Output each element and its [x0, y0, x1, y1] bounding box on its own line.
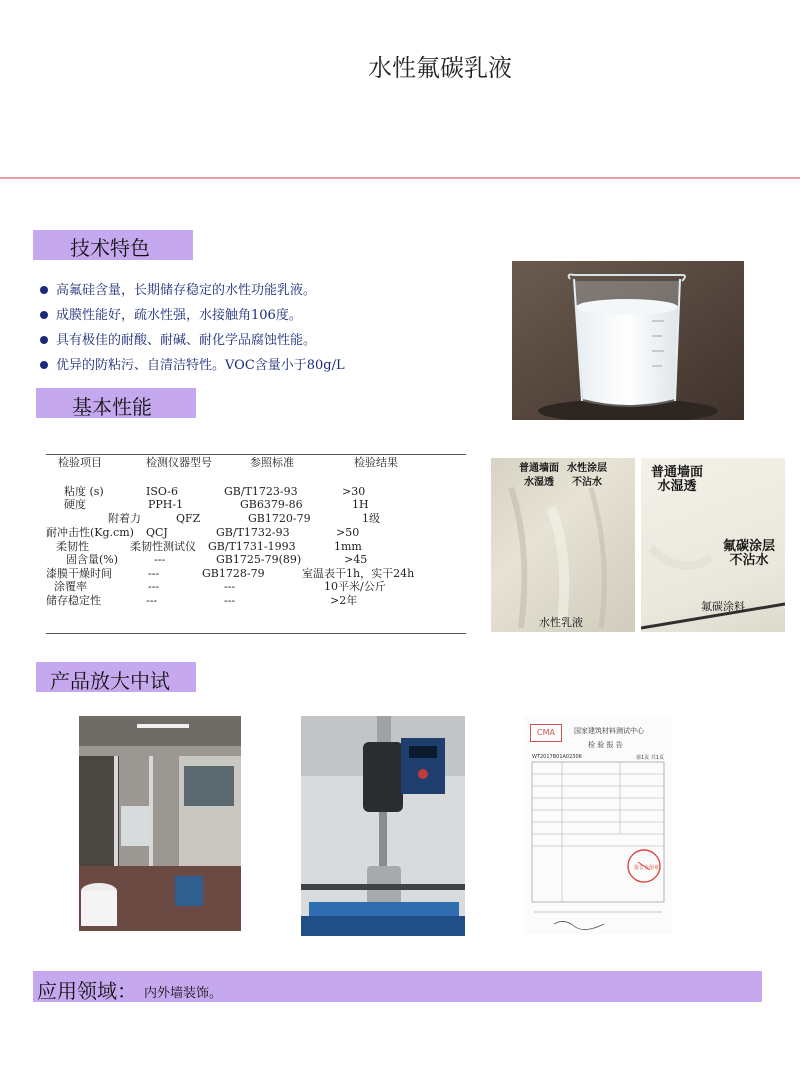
table-header: 检验项目: [58, 456, 102, 469]
table-cell: >50: [336, 526, 360, 539]
section-heading-basic: 基本性能: [72, 395, 152, 419]
table-cell: >30: [342, 485, 366, 498]
table-cell: 10平米/公斤: [324, 580, 386, 593]
table-cell: GB/T1731-1993: [208, 540, 296, 553]
table-cell: 1H: [352, 498, 369, 511]
report-number: WT2017B01A02306: [532, 754, 582, 760]
section-heading-pilot: 产品放大中试: [50, 669, 170, 693]
table-cell: 室温表干1h，实干24h: [302, 567, 415, 580]
table-cell: ---: [146, 594, 158, 607]
test-report-photo: [524, 716, 672, 934]
wall-photo-fluorocarbon: [641, 458, 785, 632]
table-cell: 1mm: [334, 540, 362, 553]
table-cell: 涂覆率: [54, 580, 87, 593]
bullet-icon: [40, 361, 48, 369]
wall-photo-emulsion: [491, 458, 635, 632]
bullet-icon: [40, 286, 48, 294]
beaker-photo: [512, 261, 744, 420]
table-cell: ---: [148, 567, 160, 580]
wall-texture-icon: [491, 458, 635, 632]
lab-photo: [79, 716, 241, 931]
photo-label: 水性涂层 不沾水: [567, 463, 607, 488]
photo-label: 氟碳涂层 不沾水: [723, 539, 776, 568]
beaker-icon: [512, 261, 744, 420]
table-cell: 储存稳定性: [46, 594, 101, 607]
section-heading-tech: 技术特色: [70, 236, 150, 260]
page-title: 水性氟碳乳液: [368, 54, 512, 82]
table-cell: QFZ: [176, 512, 201, 525]
table-cell: GB1720-79: [248, 512, 311, 525]
header-divider: [0, 177, 800, 179]
list-item: 高氟硅含量，长期储存稳定的水性功能乳液。: [40, 278, 345, 303]
list-item: 具有极佳的耐酸、耐碱、耐化学品腐蚀性能。: [40, 328, 345, 353]
table-cell: ---: [148, 580, 160, 593]
table-cell: GB1728-79: [202, 567, 265, 580]
cma-logo-icon: CMA: [530, 724, 562, 742]
table-cell: 柔韧性测试仪: [130, 540, 196, 553]
table-header: 检验结果: [354, 456, 398, 469]
report-table-icon: [524, 716, 672, 934]
table-cell: ---: [224, 580, 236, 593]
table-cell: GB1725-79(89): [216, 553, 302, 566]
table-cell: >2年: [330, 594, 358, 607]
lab-equipment-icon: [79, 716, 241, 931]
application-text: 内外墙装饰。: [144, 986, 223, 1001]
table-cell: 1级: [362, 512, 380, 525]
table-cell: ---: [154, 553, 166, 566]
photo-label: 普通墙面 水湿透: [519, 463, 559, 488]
table-header: 检测仪器型号: [146, 456, 212, 469]
table-cell: PPH-1: [148, 498, 184, 511]
photo-caption: 水性乳液: [539, 616, 583, 629]
report-org: 国家建筑材料测试中心: [574, 727, 644, 735]
table-cell: 耐冲击性(Kg.cm): [46, 526, 134, 539]
table-bottom-rule: [46, 633, 466, 634]
table-header: 参照标准: [250, 456, 294, 469]
photo-label: 普通墙面 水湿透: [651, 465, 704, 494]
disperser-machine-icon: [301, 716, 465, 936]
table-cell: 固含量(%): [66, 553, 119, 566]
table-cell: 附着力: [108, 512, 141, 525]
bullet-icon: [40, 311, 48, 319]
tech-feature-list: [40, 278, 345, 378]
disperser-photo: [301, 716, 465, 936]
table-cell: 柔韧性: [56, 540, 89, 553]
table-cell: GB6379-86: [240, 498, 303, 511]
table-cell: QCJ: [146, 526, 168, 539]
table-cell: 粘度 (s): [64, 485, 104, 498]
report-stamp: 报告专用章: [634, 865, 660, 871]
list-item: 成膜性能好，疏水性强，水接触角106度。: [40, 303, 345, 328]
table-cell: GB/T1723-93: [224, 485, 298, 498]
report-title: 检 验 报 告: [588, 741, 623, 749]
report-page: 第1页 共1页: [636, 755, 664, 761]
list-item: 优异的防粘污、自清洁特性。VOC含量小于80g/L: [40, 353, 345, 378]
table-cell: GB/T1732-93: [216, 526, 290, 539]
table-cell: ISO-6: [146, 485, 179, 498]
application-band: [33, 971, 762, 1002]
table-cell: ---: [224, 594, 236, 607]
bullet-icon: [40, 336, 48, 344]
table-cell: >45: [344, 553, 368, 566]
table-cell: 漆膜干燥时间: [46, 567, 112, 580]
table-top-rule: [46, 454, 466, 455]
photo-caption: 氟碳涂料: [701, 600, 745, 613]
section-heading-application: 应用领域：: [37, 979, 137, 1003]
table-cell: 硬度: [64, 498, 86, 511]
